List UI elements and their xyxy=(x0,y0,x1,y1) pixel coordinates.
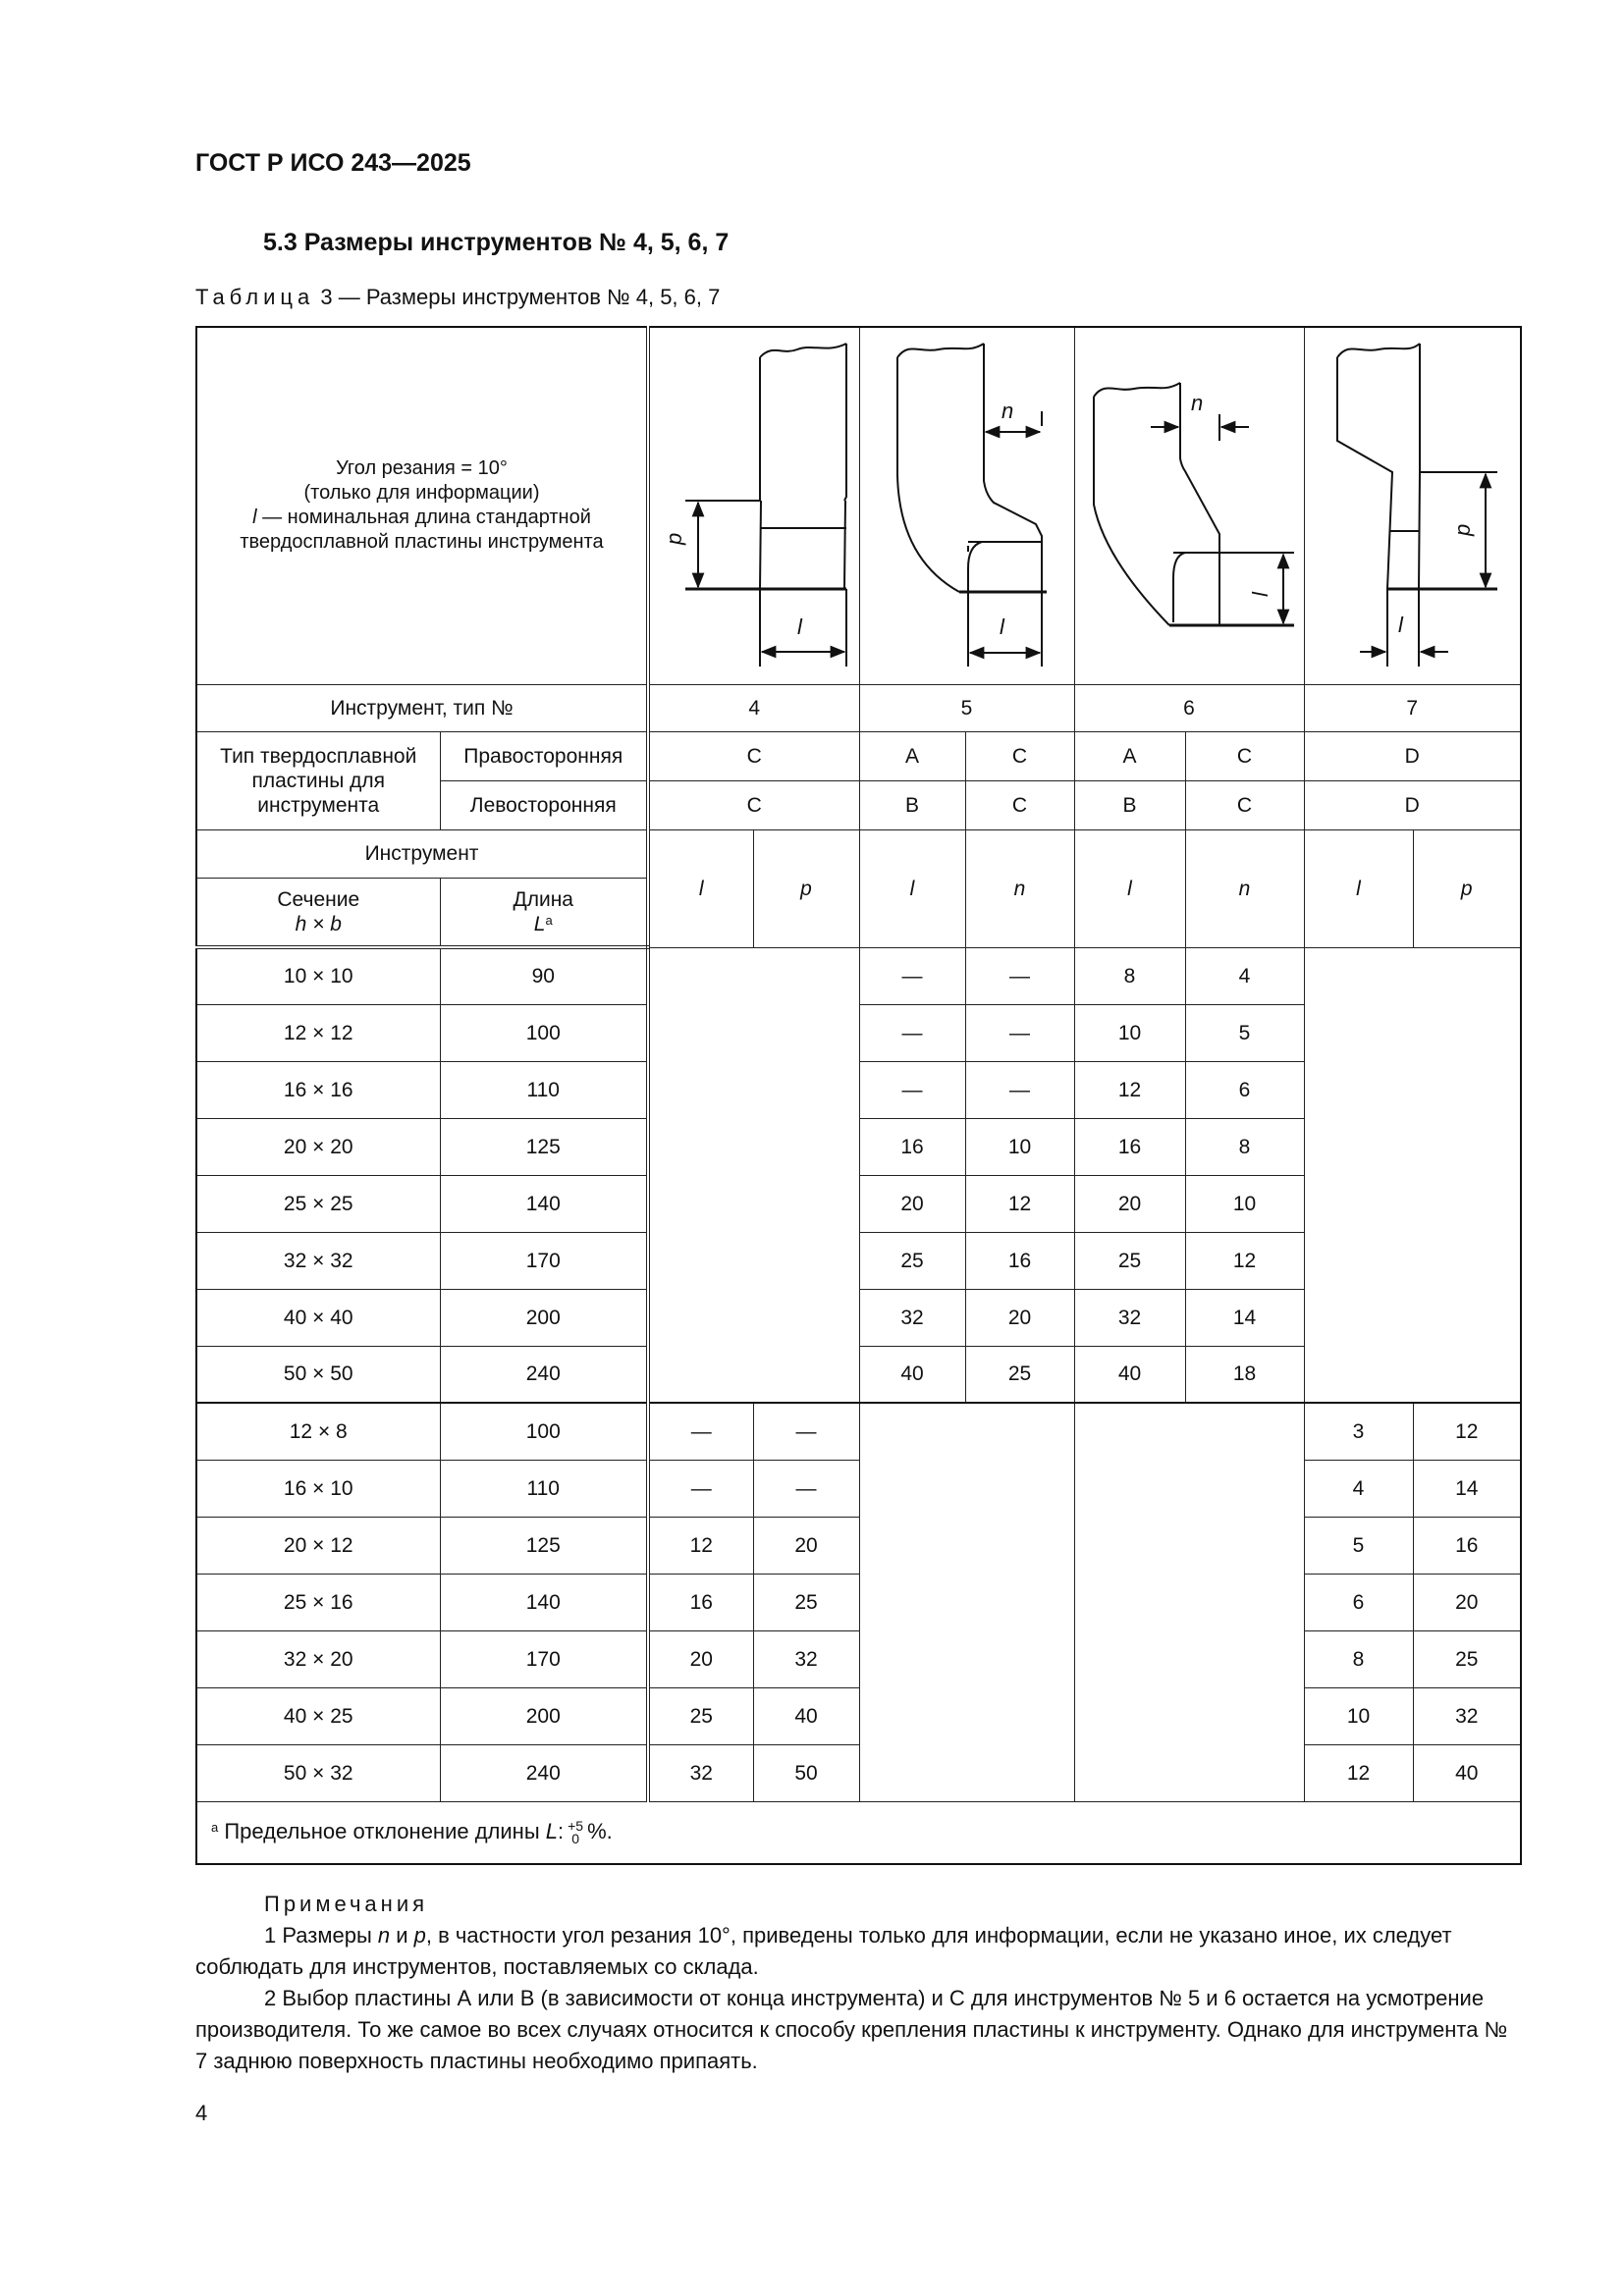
document-header: ГОСТ Р ИСО 243—2025 xyxy=(195,149,471,177)
cell-length: 110 xyxy=(440,1061,648,1118)
cell-t7-p: 14 xyxy=(1413,1460,1521,1517)
table-caption xyxy=(195,285,720,310)
table-row xyxy=(196,1744,1521,1801)
cell-t7-l: 5 xyxy=(1304,1517,1413,1574)
insert-right-6c: C xyxy=(1185,731,1304,780)
cell-length: 140 xyxy=(440,1574,648,1630)
cell-section: 40 × 25 xyxy=(196,1687,440,1744)
cell-section: 20 × 12 xyxy=(196,1517,440,1574)
cell-length: 170 xyxy=(440,1630,648,1687)
table-row xyxy=(196,1460,1521,1517)
length-header xyxy=(440,878,648,947)
empty-cell-tool-5 xyxy=(859,1403,1074,1801)
cell-length: 100 xyxy=(440,1004,648,1061)
cell-t7-l: 4 xyxy=(1304,1460,1413,1517)
cell-length: 100 xyxy=(440,1403,648,1460)
cell-t5-l: — xyxy=(859,1061,965,1118)
cell-t6-l: 25 xyxy=(1074,1232,1185,1289)
description-line xyxy=(197,506,646,530)
cell-t4-l: 32 xyxy=(648,1744,753,1801)
cell-length: 200 xyxy=(440,1687,648,1744)
notes xyxy=(195,1889,1520,2077)
footnote-ref: a xyxy=(545,912,553,928)
table-caption-label: Таблица xyxy=(195,285,315,309)
cell-t4-p: 25 xyxy=(753,1574,859,1630)
tool-type-5: 5 xyxy=(859,684,1074,731)
dim-label-l: l xyxy=(797,614,802,639)
cell-t5-n: 12 xyxy=(965,1175,1074,1232)
cell-length: 125 xyxy=(440,1118,648,1175)
insert-right-4: C xyxy=(648,731,859,780)
cell-length: 240 xyxy=(440,1346,648,1403)
insert-left-6c: C xyxy=(1185,780,1304,829)
description-line: твердосплавной пластины инструмента xyxy=(240,531,604,554)
cell-t4-l: 12 xyxy=(648,1517,753,1574)
dim-label-l: l xyxy=(1247,592,1272,597)
insert-right-5c: C xyxy=(965,731,1074,780)
tool-type-6: 6 xyxy=(1074,684,1304,731)
cell-t5-l: 25 xyxy=(859,1232,965,1289)
cell-t7-p: 25 xyxy=(1413,1630,1521,1687)
insert-left-4: C xyxy=(648,780,859,829)
insert-right-6a: A xyxy=(1074,731,1185,780)
cell-t5-l: 20 xyxy=(859,1175,965,1232)
cell-t4-l: — xyxy=(648,1403,753,1460)
col-t7-l: l xyxy=(1304,829,1413,947)
dim-label-p: p xyxy=(662,532,686,545)
cell-t6-n: 4 xyxy=(1185,947,1304,1004)
description-line: (только для информации) xyxy=(303,482,540,505)
cell-t6-n: 8 xyxy=(1185,1118,1304,1175)
col-t7-p: p xyxy=(1413,829,1521,947)
tool-7-drawing xyxy=(1304,327,1521,684)
cell-length: 125 xyxy=(440,1517,648,1574)
cell-t7-p: 32 xyxy=(1413,1687,1521,1744)
table-row xyxy=(196,1517,1521,1574)
cell-t5-n: 20 xyxy=(965,1289,1074,1346)
cell-t7-l: 6 xyxy=(1304,1574,1413,1630)
table-caption-text: 3 — Размеры инструментов № 4, 5, 6, 7 xyxy=(320,285,721,309)
description-line: Угол резания = 10° xyxy=(336,457,508,480)
insert-right-5a: A xyxy=(859,731,965,780)
note-1 xyxy=(195,1920,1520,1983)
notes-title: Примечания xyxy=(264,1892,429,1916)
dim-label-l: l xyxy=(999,614,1004,639)
cell-t5-l: — xyxy=(859,1004,965,1061)
cell-t7-l: 10 xyxy=(1304,1687,1413,1744)
col-t5-l: l xyxy=(859,829,965,947)
cell-t6-n: 6 xyxy=(1185,1061,1304,1118)
cell-length: 110 xyxy=(440,1460,648,1517)
cell-section: 50 × 50 xyxy=(196,1346,440,1403)
cell-t6-l: 10 xyxy=(1074,1004,1185,1061)
insert-left-5c: C xyxy=(965,780,1074,829)
cell-t5-n: 16 xyxy=(965,1232,1074,1289)
cell-length: 240 xyxy=(440,1744,648,1801)
cell-t6-l: 20 xyxy=(1074,1175,1185,1232)
cell-length: 170 xyxy=(440,1232,648,1289)
section-header xyxy=(196,878,440,947)
col-t6-n: n xyxy=(1185,829,1304,947)
cell-t4-p: 20 xyxy=(753,1517,859,1574)
cell-t5-n: — xyxy=(965,1061,1074,1118)
section-label: Сечение xyxy=(277,887,360,911)
empty-cell-tool-6 xyxy=(1074,1403,1304,1801)
cell-t6-n: 10 xyxy=(1185,1175,1304,1232)
cell-t4-l: 20 xyxy=(648,1630,753,1687)
tool-label: Инструмент xyxy=(196,829,648,878)
tool-5-drawing xyxy=(859,327,1074,684)
note-text: и xyxy=(390,1923,414,1948)
footnote xyxy=(196,1801,1521,1864)
cell-t5-n: 25 xyxy=(965,1346,1074,1403)
cell-t7-p: 20 xyxy=(1413,1574,1521,1630)
tool-type-7: 7 xyxy=(1304,684,1521,731)
cell-length: 140 xyxy=(440,1175,648,1232)
col-t5-n: n xyxy=(965,829,1074,947)
cell-t6-n: 18 xyxy=(1185,1346,1304,1403)
cell-section: 25 × 25 xyxy=(196,1175,440,1232)
insert-left-7: D xyxy=(1304,780,1521,829)
cell-section: 32 × 20 xyxy=(196,1630,440,1687)
dim-label-l: l xyxy=(1397,613,1403,637)
note-2: 2 Выбор пластины А или В (в зависимости от конца инструмента) и С для инструментов № 5 и 6 остается на усмотрение производителя. То же самое во всех случаях относится к способу крепления пластины к инструменту. Однако для инструмента № 7 заднюю поверхность пластины необходимо припаять. xyxy=(195,1986,1508,2073)
cell-section: 16 × 10 xyxy=(196,1460,440,1517)
cell-t5-l: 16 xyxy=(859,1118,965,1175)
cell-section: 40 × 40 xyxy=(196,1289,440,1346)
cell-t4-p: — xyxy=(753,1460,859,1517)
tool-6-drawing xyxy=(1074,327,1304,684)
left-hand-label: Левосторонняя xyxy=(440,780,648,829)
note-text: , в частности угол резания 10°, приведены только для информации, если не указано иное, их следует соблюдать для инструментов, поставляемых со склада. xyxy=(195,1923,1452,1979)
cell-t7-l: 3 xyxy=(1304,1403,1413,1460)
dim-label-p: p xyxy=(1449,523,1475,536)
empty-cell-tool-4 xyxy=(648,947,859,1403)
cell-section: 20 × 20 xyxy=(196,1118,440,1175)
cell-t6-l: 32 xyxy=(1074,1289,1185,1346)
length-var: L xyxy=(533,912,546,935)
tool-dimensions-table xyxy=(195,326,1522,1865)
tolerance-upper: +5 xyxy=(568,1818,584,1835)
cutting-angle-description xyxy=(196,327,648,684)
table-row xyxy=(196,947,1521,1004)
cell-t5-n: 10 xyxy=(965,1118,1074,1175)
cell-t6-n: 5 xyxy=(1185,1004,1304,1061)
insert-type-label: Тип твердосплавной пластины для инструмента xyxy=(196,731,440,829)
var-p: p xyxy=(413,1923,426,1948)
tool-4-drawing xyxy=(648,327,859,684)
cell-t7-l: 12 xyxy=(1304,1744,1413,1801)
cell-section: 16 × 16 xyxy=(196,1061,440,1118)
table-row xyxy=(196,1403,1521,1460)
cell-section: 50 × 32 xyxy=(196,1744,440,1801)
cell-section: 12 × 8 xyxy=(196,1403,440,1460)
cell-section: 32 × 32 xyxy=(196,1232,440,1289)
cell-t4-p: 32 xyxy=(753,1630,859,1687)
cell-t6-n: 12 xyxy=(1185,1232,1304,1289)
dim-label-n: n xyxy=(1001,399,1013,423)
cell-t4-l: 16 xyxy=(648,1574,753,1630)
tool-type-4: 4 xyxy=(648,684,859,731)
description-text: — номинальная длина стандартной xyxy=(256,507,591,529)
tool-type-label: Инструмент, тип № xyxy=(196,684,648,731)
insert-right-7: D xyxy=(1304,731,1521,780)
table-row xyxy=(196,1687,1521,1744)
tolerance xyxy=(568,1820,583,1845)
tolerance-lower: 0 xyxy=(571,1831,579,1847)
cell-length: 200 xyxy=(440,1289,648,1346)
footnote-marker: a xyxy=(211,1819,219,1835)
cell-t6-l: 40 xyxy=(1074,1346,1185,1403)
col-t6-l: l xyxy=(1074,829,1185,947)
cell-t4-p: — xyxy=(753,1403,859,1460)
cell-t6-n: 14 xyxy=(1185,1289,1304,1346)
cell-t7-p: 16 xyxy=(1413,1517,1521,1574)
length-label: Длина xyxy=(513,887,573,911)
right-hand-label: Правосторонняя xyxy=(440,731,648,780)
cell-t7-l: 8 xyxy=(1304,1630,1413,1687)
cell-t6-l: 8 xyxy=(1074,947,1185,1004)
var-n: n xyxy=(377,1923,391,1948)
cell-t4-l: 25 xyxy=(648,1687,753,1744)
cell-t4-p: 40 xyxy=(753,1687,859,1744)
cell-t5-l: 32 xyxy=(859,1289,965,1346)
note-text: 1 Размеры xyxy=(264,1923,378,1948)
col-t4-p: p xyxy=(753,829,859,947)
cell-section: 25 × 16 xyxy=(196,1574,440,1630)
cell-t5-l: — xyxy=(859,947,965,1004)
page-number: 4 xyxy=(195,2101,208,2125)
table-row xyxy=(196,1574,1521,1630)
cell-t4-l: — xyxy=(648,1460,753,1517)
col-t4-l: l xyxy=(648,829,753,947)
section-var: h × b xyxy=(295,912,342,935)
cell-section: 12 × 12 xyxy=(196,1004,440,1061)
cell-section: 10 × 10 xyxy=(196,947,440,1004)
cell-t6-l: 12 xyxy=(1074,1061,1185,1118)
footnote-suffix: %. xyxy=(587,1818,613,1843)
cell-t7-p: 40 xyxy=(1413,1744,1521,1801)
footnote-colon: : xyxy=(558,1818,565,1843)
insert-left-5b: B xyxy=(859,780,965,829)
cell-t6-l: 16 xyxy=(1074,1118,1185,1175)
dim-label-n: n xyxy=(1190,391,1203,415)
footnote-var: L xyxy=(545,1818,558,1843)
cell-t5-n: — xyxy=(965,947,1074,1004)
cell-t4-p: 50 xyxy=(753,1744,859,1801)
insert-left-6b: B xyxy=(1074,780,1185,829)
var-l: l xyxy=(252,507,257,529)
cell-length: 90 xyxy=(440,947,648,1004)
cell-t5-l: 40 xyxy=(859,1346,965,1403)
cell-t5-n: — xyxy=(965,1004,1074,1061)
empty-cell-tool-7 xyxy=(1304,947,1521,1403)
cell-t7-p: 12 xyxy=(1413,1403,1521,1460)
section-heading: 5.3 Размеры инструментов № 4, 5, 6, 7 xyxy=(263,229,730,256)
footnote-text: Предельное отклонение длины xyxy=(218,1818,546,1843)
table-row xyxy=(196,1630,1521,1687)
